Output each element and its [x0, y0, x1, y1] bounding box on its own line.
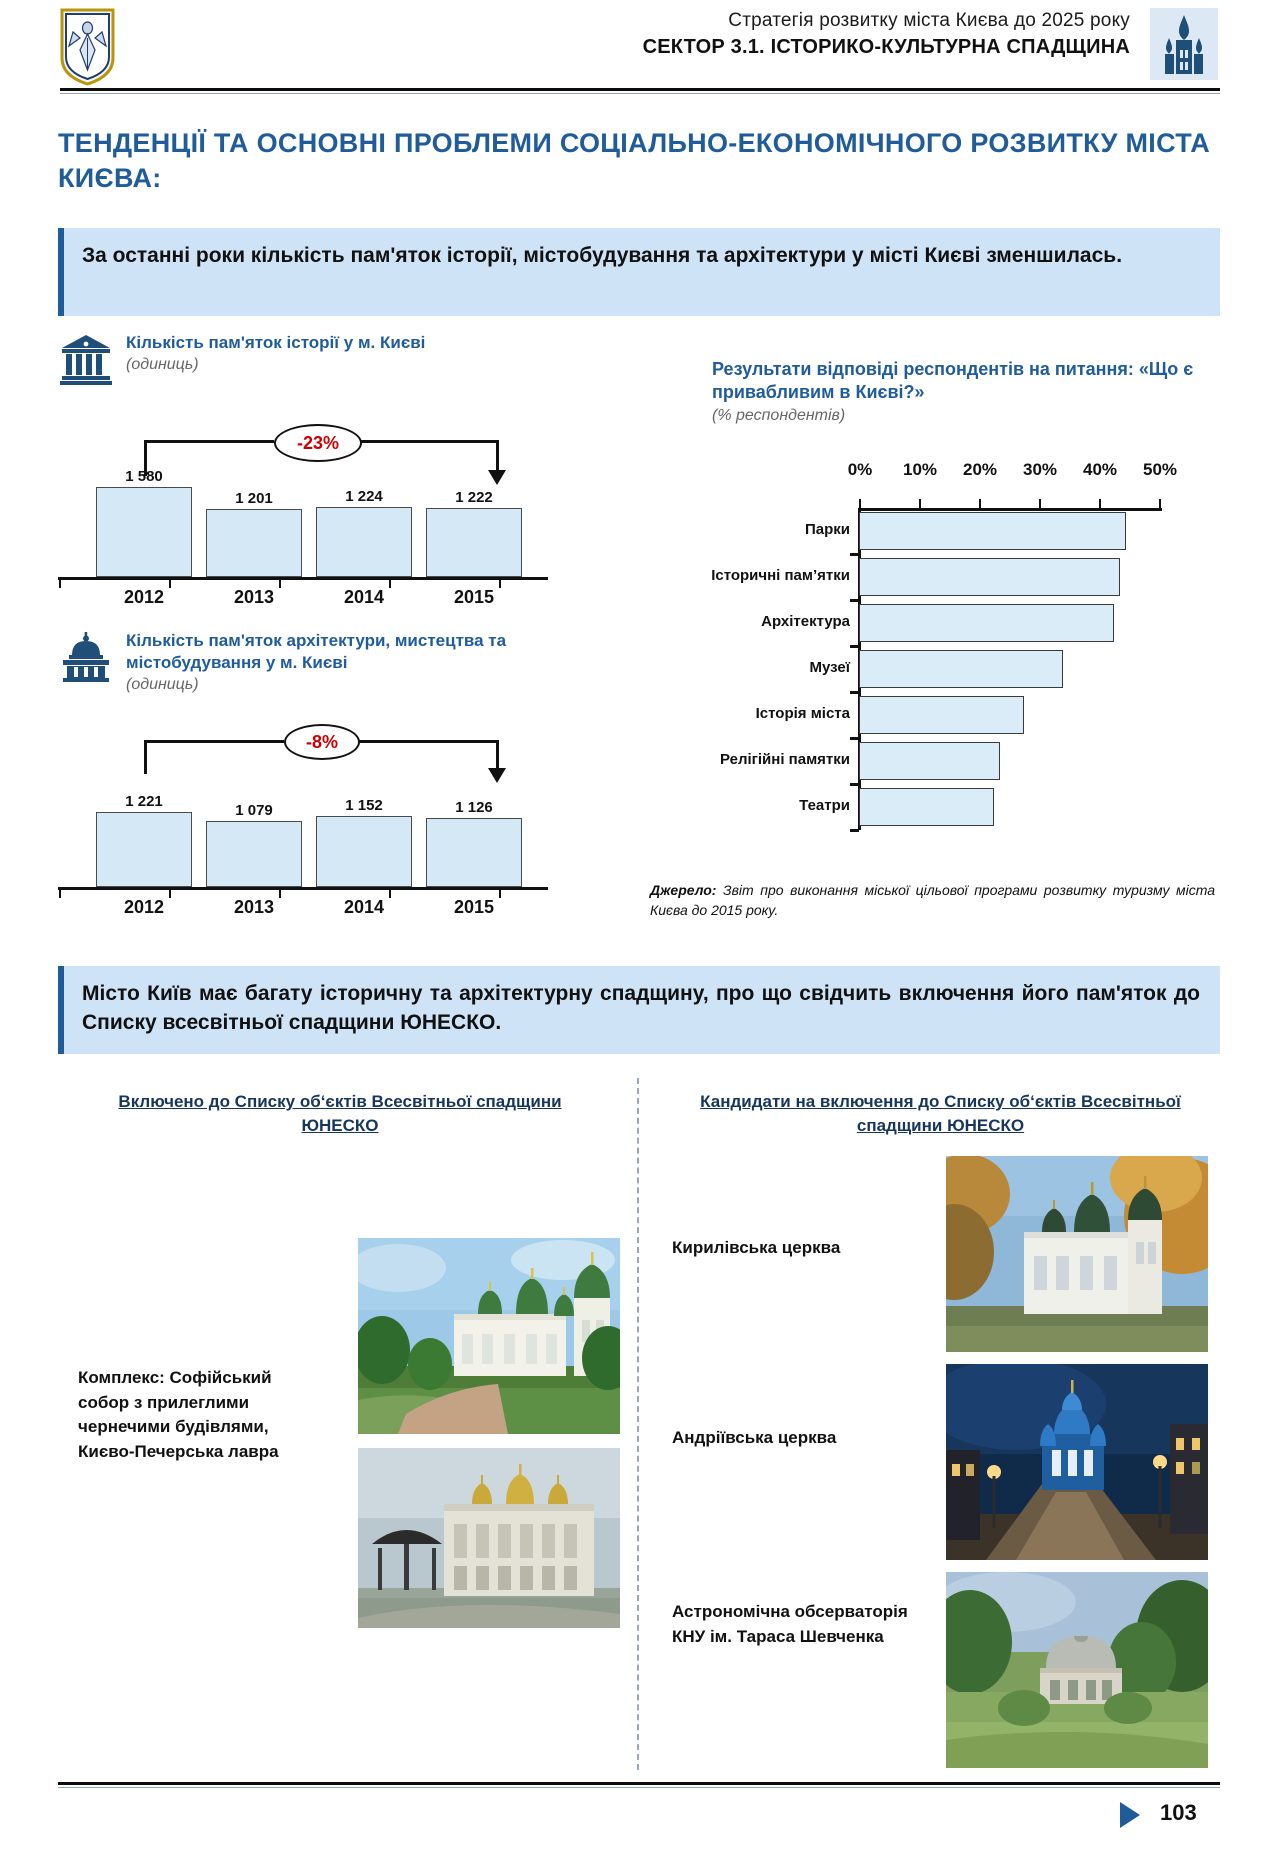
x-label-2014: 2014	[343, 587, 385, 607]
delta-badge-architecture: -8%	[284, 724, 360, 760]
kyiv-pechersk-lavra-photo	[358, 1448, 620, 1628]
bar-2014	[316, 507, 412, 577]
unesco-left-heading: Включено до Списку об‘єктів Всесвітньої спадщини ЮНЕСКО	[118, 1092, 562, 1135]
hbar-architecture	[859, 604, 1114, 642]
hbar-label-parks: Парки	[804, 521, 850, 538]
chart-header-history	[58, 332, 528, 388]
x-label-2012: 2012	[123, 897, 165, 917]
chart-units-history: (одиниць)	[126, 356, 199, 374]
hbar-label-theatres: Театри	[799, 797, 850, 814]
bar-2012	[96, 487, 192, 577]
delta-line-right	[354, 740, 498, 743]
delta-arrow-head	[488, 470, 506, 485]
bar-value-2015: 1 126	[455, 799, 493, 816]
axis-tick	[1039, 499, 1041, 508]
x-tick-label-2: 20%	[962, 460, 998, 479]
unesco-right-item-label-0: Кирилівська церква	[672, 1238, 841, 1257]
x-tick-label-5: 50%	[1142, 460, 1178, 479]
hbar-parks	[859, 512, 1126, 550]
unesco-left-item-label: Комплекс: Софійський собор з прилеглими чернечими будівлями, Києво-Печерська лавра	[78, 1368, 279, 1461]
axis-tick	[850, 553, 859, 556]
bar-value-2015: 1 222	[455, 489, 493, 506]
axis-tick	[850, 599, 859, 602]
delta-stem-left	[144, 740, 147, 774]
hbar-museums	[859, 650, 1063, 688]
chart-title-survey: Результати відповіді респондентів на питання: «Що є привабливим в Києві?»	[712, 359, 1194, 403]
hbar-label-museums: Музеї	[809, 659, 850, 676]
church-icon	[1150, 8, 1218, 80]
unesco-right-heading: Кандидати на включення до Списку об‘єктів Всесвітньої спадщини ЮНЕСКО	[700, 1092, 1181, 1135]
hbar-historical-monuments	[859, 558, 1120, 596]
callout-box-trend: За останні роки кількість пам'яток історії, містобудування та архітектури у місті Києві зменшилась.	[58, 228, 1220, 316]
bar-value-2013: 1 201	[235, 490, 273, 507]
axis-tick	[59, 889, 61, 898]
unesco-right-item-label-1: Андріївська церква	[672, 1428, 837, 1447]
sector-title: СЕКТОР 3.1. ІСТОРИКО-КУЛЬТУРНА СПАДЩИНА	[642, 36, 1130, 58]
x-axis-line	[58, 887, 548, 890]
page-title: ТЕНДЕНЦІЇ ТА ОСНОВНІ ПРОБЛЕМИ СОЦІАЛЬНО-ЕКОНОМІЧНОГО РОЗВИТКУ МІСТА КИЄВА:	[58, 128, 1211, 193]
bar-value-2014: 1 224	[345, 488, 383, 505]
source-note	[650, 880, 1215, 921]
hbar-label-city-history: Історія міста	[755, 705, 850, 722]
bar-2015	[426, 818, 522, 887]
axis-tick	[850, 783, 859, 786]
axis-tick	[979, 499, 981, 508]
x-label-2013: 2013	[233, 897, 275, 917]
footer-divider-thin	[58, 1787, 1220, 1788]
axis-tick	[859, 499, 861, 508]
delta-badge-history: -23%	[274, 424, 362, 462]
play-triangle-icon	[1120, 1802, 1140, 1828]
delta-arrow-stem	[496, 440, 499, 474]
source-text: Звіт про виконання міської цільової програми розвитку туризму міста Києва до 2015 року.	[650, 882, 1216, 919]
astronomical-observatory-photo	[946, 1572, 1208, 1768]
axis-tick	[850, 829, 859, 832]
bar-chart-architecture-monuments	[58, 718, 548, 918]
x-label-2014: 2014	[343, 897, 385, 917]
page-number: 103	[1160, 1800, 1197, 1825]
x-tick-label-0: 0%	[847, 460, 873, 479]
header-title-block	[330, 10, 1130, 59]
chart-title-architecture: Кількість пам'яток архітектури, мистецтва та містобудування у м. Києві	[126, 631, 507, 673]
x-label-2015: 2015	[453, 897, 495, 917]
bar-2013	[206, 821, 302, 887]
hbar-label-historical-monuments: Історичні пам’ятки	[711, 567, 850, 584]
header-divider	[60, 88, 1220, 91]
hbar-label-architecture: Архітектура	[761, 613, 850, 630]
x-axis-line	[858, 508, 1162, 511]
museum-columns-icon	[58, 332, 114, 388]
page-header	[0, 0, 1275, 95]
bar-2015	[426, 508, 522, 577]
x-tick-label-4: 40%	[1082, 460, 1118, 479]
axis-tick	[59, 579, 61, 588]
bar-chart-history-monuments	[58, 408, 548, 608]
chart-units-architecture: (одиниць)	[126, 676, 199, 694]
axis-tick	[919, 499, 921, 508]
axis-tick	[850, 645, 859, 648]
hbar-label-religious-monuments: Релігійні памятки	[719, 751, 850, 768]
bar-2013	[206, 509, 302, 577]
column-divider	[637, 1078, 639, 1770]
sofia-cathedral-photo	[358, 1238, 620, 1434]
hbar-theatres	[859, 788, 994, 826]
hbar-city-history	[859, 696, 1024, 734]
bar-value-2013: 1 079	[235, 802, 273, 819]
strategy-subtitle: Стратегія розвитку міста Києва до 2025 року	[728, 10, 1130, 31]
delta-line-left	[144, 440, 274, 443]
bar-value-2012: 1 580	[125, 468, 163, 485]
axis-tick	[1159, 499, 1161, 508]
bar-value-2012: 1 221	[125, 793, 163, 810]
kyiv-coat-of-arms-icon	[60, 8, 115, 86]
x-tick-label-1: 10%	[902, 460, 938, 479]
andriivska-church-photo	[946, 1364, 1208, 1560]
axis-tick	[1099, 499, 1101, 508]
delta-arrow-head	[488, 768, 506, 783]
axis-tick	[850, 691, 859, 694]
chart-header-survey	[712, 358, 1212, 425]
delta-line-left	[144, 740, 284, 743]
x-label-2013: 2013	[233, 587, 275, 607]
delta-line-right	[358, 440, 498, 443]
x-label-2015: 2015	[453, 587, 495, 607]
bar-value-2014: 1 152	[345, 797, 383, 814]
chart-units-survey: (% респондентів)	[712, 406, 846, 424]
bar-chart-attractiveness-survey	[650, 460, 1220, 860]
capitol-building-icon	[58, 630, 114, 686]
x-axis-line	[58, 577, 548, 580]
bar-2012	[96, 812, 192, 887]
unesco-right-item-label-2: Астрономічна обсерваторія КНУ ім. Тараса Шевченка	[672, 1602, 908, 1646]
chart-header-architecture	[58, 630, 528, 694]
x-tick-label-3: 30%	[1022, 460, 1058, 479]
bar-2014	[316, 816, 412, 887]
hbar-religious-monuments	[859, 742, 1000, 780]
axis-tick	[850, 737, 859, 740]
callout-box-unesco: Місто Київ має багату історичну та архітектурну спадщину, про що свідчить включення його пам'яток до Списку всесвітньої спадщини ЮНЕСКО.	[58, 966, 1220, 1054]
x-label-2012: 2012	[123, 587, 165, 607]
x-axis-scale	[650, 460, 1220, 484]
header-divider-thin	[60, 93, 1220, 94]
chart-title-history: Кількість пам'яток історії у м. Києві	[126, 333, 426, 352]
kyrylivska-church-photo	[946, 1156, 1208, 1352]
source-label: Джерело:	[650, 882, 717, 898]
footer-divider	[58, 1782, 1220, 1785]
